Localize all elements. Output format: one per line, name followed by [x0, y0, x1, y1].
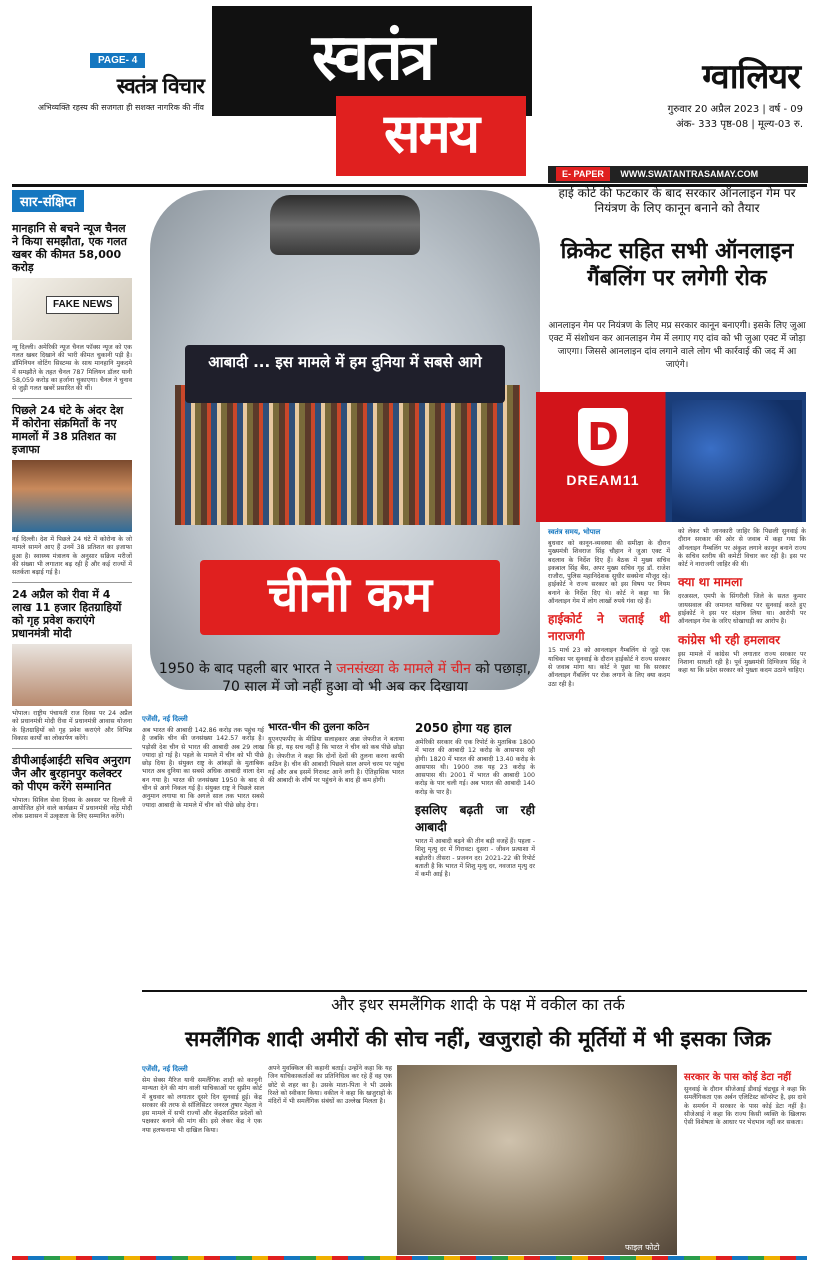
right-column-2 [678, 528, 806, 676]
article-body: यूएनएफपीए के मीडिया सलाहकार अन्ना जेफरीज ने बताया कि हां, यह सच नहीं है कि भारत ने चीन को कब पीछे छोड़ा है। जेफरीज ने कहा कि दोनों देशों की तुलना करना काफी कठिन है। चीन की आबादी पिछले साल अपने चरम पर पहुंच गई और अब इसमें गिरावट आने लगी है। ऐतिहासिक भारत की आबादी के शीर्ष पर पहुंचने के बाद ही कम होगी। [268, 736, 404, 785]
cricketers-photo [672, 400, 802, 522]
dream11-brand: DREAM11 [566, 472, 640, 488]
section-tagline: अभिव्यक्ति रहस्य की सजगता ही सशक्त नागरिक की नींव [37, 103, 204, 112]
crowd-photo [175, 385, 520, 525]
article-body: को लेकर भी जानकारी जाहिर कि पिछली सुनवाई के दौरान सरकार की ओर से जवाब में कहा गया कि ऑनलाइन गैम्बलिंग पर अंकुश लगाने कानून बनाने राज्य के सचिव स्तरीय की कमेटी विचार कर रही है। इस पर कोर्ट ने नाराजगी जाहिर की थी। [678, 528, 806, 569]
epaper-bar [548, 166, 808, 183]
article-body: सेम सेक्स मैरिज यानी समलैंगिक शादी को कानूनी मान्यता देने की मांग वाली याचिकाओं पर सुप्रीम कोर्ट में बुधवार को लगातार दूसरे दिन सुनवाई हुई। केंद्र सरकार की तरफ से सॉलिसिटर जनरल तुषार मेहता ने इस मामले में सभी राज्यों और केंद्रशासित प्रदेशों को पक्षकार बनाने की मांग की। इसे लेकर केंद्र ने एक नया हलफनामा भी दाखिल किया। [142, 1077, 262, 1134]
bottom-column-1 [142, 1065, 262, 1135]
edition-text: अंक- 333 पृष्ठ-08 | मूल्य-03 रु. [675, 119, 803, 130]
section-rule [142, 990, 807, 992]
subhead: हाईकोर्ट ने जताई थी नाराजगी [548, 612, 670, 644]
bottom-headline: समलैंगिक शादी अमीरों की सोच नहीं, खजुराहो की मूर्तियों में भी इसका जिक्र [185, 1027, 771, 1051]
right-headline: क्रिकेट सहित सभी ऑनलाइन गैंबलिंग पर लगेगी रोक [560, 239, 794, 291]
article-body: अपने मुवक्किल की कहानी बताई। उन्होंने कहा कि यह जिन याचिकाकर्ताओं का प्रतिनिधित्व कर रहे हैं वह एक छोटे से शहर का है। उसके माता-पिता ने भी उसके रिश्ते को स्वीकार किया। वकील ने कहा कि खजुराहो के मंदिरों में भी समलैंगिक संबंधों का उल्लेख मिलता है। [268, 1065, 392, 1106]
sidebar [12, 190, 132, 1240]
lead-red-label: चीनी कम [200, 560, 500, 635]
lead-caption: 1950 के बाद पहली बार भारत ने जनसंख्या के मामले में चीन को पछाड़ा, 70 साल में जो नहीं हुआ वो भी अब कर दिखाया [158, 661, 532, 695]
right-deck: आनलाइन गेम पर नियंत्रण के लिए मप्र सरकार कानून बनाएगी। इसके लिए जुआ एक्ट में संशोधन कर आनलाइन गेम में लगाए गए दांव को भी जुआ एक्ट में जोड़ा जाएगा। जिससे आनलाइन दांव लगाने वाले लोग भी कार्रवाई की जद में आ जाएंगे। [548, 321, 806, 370]
article-body: अब भारत की आबादी 142.86 करोड़ तक पहुंच गई है जबकि चीन की जनसंख्या 142.57 करोड़ है। पड़ोसी देश चीन से भारत की आबादी अब 29 लाख ज्यादा हो गई है। पहले के मामले में चीन को भी पीछे छोड़ दिया है। संयुक्त राष्ट्र के आंकड़ों के मुताबिक भारत अब दुनिया का सबसे अधिक आबादी वाला देश बन गया है। भारत की जनसंख्या 1950 के बाद से चीन से आगे निकल गई है। संयुक्त राष्ट्र ने पिछले साल अनुमान लगाया था कि अगले साल तक भारत सबसे ज्यादा आबादी के मामले में चीन को पीछे छोड़ देगा। [142, 727, 264, 809]
subhead: कांग्रेस भी रही हमलावर [678, 632, 781, 647]
date-text: गुरुवार 20 अप्रैल 2023 | वर्ष - 09 [667, 104, 803, 115]
sidebar-story-body: न्यू दिल्ली। अमेरिकी न्यूज चैनल फॉक्स न्यूज को एक गलत खबर दिखाने की भारी कीमत चुकानी पड़ी है। डॉमिनियन वोटिंग सिस्टम्स के साथ मानहानि मुकदमे में समझौते के तहत चैनल 787 मिलियन डॉलर यानी 58,059 करोड़ का हर्जाना चुकाएगा। चैनल ने चुनाव से जुड़ी गलत खबरें प्रसारित की थीं। [12, 344, 132, 393]
modi-image [12, 644, 132, 706]
section-title: स्वतंत्र विचार [116, 74, 204, 98]
bottom-column-3 [684, 1065, 806, 1127]
byline: एजेंसी, नई दिल्ली [142, 715, 188, 723]
dream11-logo [548, 408, 658, 514]
bottom-kicker: और इधर समलैंगिक शादी के पक्ष में वकील का तर्क [331, 995, 625, 1014]
lead-column-1 [142, 715, 264, 810]
right-kicker: हाई कोर्ट की फटकार के बाद सरकार ऑनलाइन गेम पर नियंत्रण के लिए कानून बनाने को तैयार [558, 186, 796, 215]
page-number-badge: PAGE- 4 [90, 53, 145, 68]
divider [12, 748, 132, 749]
byline: एजेंसी, नई दिल्ली [142, 1065, 188, 1073]
divider [12, 398, 132, 399]
divider [12, 582, 132, 583]
website-link[interactable]: WWW.SWATANTRASAMAY.COM [620, 169, 759, 179]
article-body: 15 मार्च 23 को आनलाइन गैम्बलिंग से जुड़े एक याचिका पर सुनवाई के दौरान हाईकोर्ट ने राज्य सरकार से जवाब मांगा था। कोर्ट ने पूछा था कि सरकार ऑनलाइन गैंबलिंग पर रोक लगाने के लिए क्या कदम उठा रही है। [548, 647, 670, 688]
newspaper-logo-top: स्वतंत्र [212, 6, 532, 116]
edition-city: ग्वालियर [702, 57, 800, 97]
bottom-column-2 [268, 1065, 392, 1106]
footer-color-bar [12, 1256, 807, 1260]
sidebar-header: सार-संक्षिप्त [12, 190, 84, 212]
photo-caption: फाइल फोटो [625, 1243, 660, 1252]
jar-lid [270, 195, 420, 255]
article-body: सुनवाई के दौरान सीजेआई डीवाई चंद्रचूड़ ने कहा कि समलैंगिकता एक अर्बन एलिटिस्ट कॉन्सेप्ट है, इस दावे के समर्थन में सरकार के पास कोई डेटा नहीं है। सीजेआई ने कहा कि राज्य किसी व्यक्ति के खिलाफ ऐसी विशेषता के आधार पर भेदभाव नहीं कर सकता। [684, 1086, 806, 1127]
dateline [588, 102, 803, 132]
sidebar-story-body: भोपाल। राष्ट्रीय पंचायती राज दिवस पर 24 अप्रैल को प्रधानमंत्री मोदी रीवा में प्रधानमंत्री आवास योजना के हितग्राहियों को गृह प्रवेश कराएंगे और विभिन्न विकास कार्यों का लोकार्पण करेंगे। [12, 710, 132, 742]
jar-tag: आबादी ... इस मामले में हम दुनिया में सबसे आगे [185, 345, 505, 403]
sidebar-story-headline: पिछले 24 घंटे के अंदर देश में कोरोना संक्रमितों के नए मामलों में 38 प्रतिशत का इजाफा [12, 404, 124, 457]
covid-image [12, 460, 132, 532]
khajuraho-photo [397, 1065, 677, 1255]
article-body: बुधवार को कानून-व्यवस्था की समीक्षा के दौरान मुख्यमंत्री शिवराज सिंह चौहान ने जुआ एक्ट में बदलाव के निर्देश दिए हैं। बैठक में मुख्य सचिव इकबाल सिंह बैंस, अपर मुख्य सचिव गृह डॉ. राजेश राजौरा, पुलिस महानिदेशक सुधीर सक्सेना मौजूद रहे। हाईकोर्ट ने राज्य सरकार को इस विषय पर नियम बनाने के निर्देश दिए थे। कोर्ट ने कहा था कि ऑनलाइन गेम में लोग लाखों रुपये गंवा रहे हैं। [548, 540, 670, 606]
fake-news-label: FAKE NEWS [46, 296, 119, 314]
subhead: भारत-चीन की तुलना कठिन [268, 722, 370, 733]
subhead: सरकार के पास कोई डेटा नहीं [684, 1072, 791, 1083]
subhead: 2050 होगा यह हाल [415, 721, 512, 735]
sidebar-story-body: नई दिल्ली। देश में पिछले 24 घंटे में कोरोना के जो मामले सामने आए हैं उनमें 38 प्रतिशत का इजाफा हुआ है। स्वास्थ्य मंत्रालय के अनुसार सक्रिय मरीजों की संख्या भी लगातार बढ़ रही है और कई राज्यों में सतर्कता बढ़ाई गई है। [12, 536, 132, 577]
lead-column-3 [415, 715, 535, 880]
sidebar-story-headline: 24 अप्रैल को रीवा में 4 लाख 11 हजार हितग्राहियों को गृह प्रवेश कराएंगे प्रधानमंत्री मोदी [12, 588, 122, 641]
lead-column-2 [268, 715, 404, 786]
article-body: इस मामले में कांग्रेस भी लगातार राज्य सरकार पर निशाना साधती रही है। पूर्व मुख्यमंत्री दिग्विजय सिंह ने कहा था कि प्रदेश सरकार को पुख्ता कदम उठाने चाहिए। [678, 650, 806, 675]
article-body: अमेरिकी सरकार की एक रिपोर्ट के मुताबिक 1800 में भारत की आबादी 12 करोड़ के आसपास रही होगी। 1820 में भारत की आबादी 13.40 करोड़ के आसपास थी। 1900 तक यह 23 करोड़ के आसपास थी। 2001 में भारत की आबादी 100 करोड़ के पार चली गई। अब भारत की आबादी 140 करोड़ के पार है। [415, 739, 535, 796]
newspaper-logo-bottom: समय [336, 96, 526, 176]
right-column-1 [548, 528, 670, 689]
fake-news-image [12, 278, 132, 340]
article-body: भारत में आबादी बढ़ने की तीन बड़ी वजहें हैं। पहला - शिशु मृत्यु दर में गिरावट। दूसरा - जीवन प्रत्याशा में बढ़ोतरी। तीसरा - प्रजनन दर। 2021-22 की रिपोर्ट बताती है कि भारत में शिशु मृत्यु दर, नवजात मृत्यु दर में कमी आई है। [415, 838, 535, 879]
article-body: दरअसल, एमपी के सिंगरौली जिले के सतत कुमार जायसवाल की जमानत याचिका पर सुनवाई करते हुए हाईकोर्ट ने इस पर संज्ञान लिया था। आरोपी पर ऑनलाइन गेम के जरिए धोखाधड़ी का आरोप है। [678, 593, 806, 626]
sidebar-story-body: भोपाल। सिविल सेवा दिवस के अवसर पर दिल्ली में आयोजित होने वाले कार्यक्रम में प्रधानमंत्री नरेंद्र मोदी लोक प्रशासन में उत्कृष्टता के लिए सम्मानित करेंगे। [12, 797, 132, 821]
subhead: इसलिए बढ़ती जा रही आबादी [415, 803, 535, 835]
sidebar-story-headline: डीपीआईआईटी सचिव अनुराग जैन और बुरहानपुर कलेक्टर को पीएम करेंगे सम्मानित [12, 754, 131, 794]
masthead-left [14, 48, 204, 113]
sidebar-story-headline: मानहानि से बचने न्यूज चैनल ने किया समझौता, एक गलत खबर की कीमत 58,000 करोड़ [12, 222, 127, 274]
subhead: क्या था मामला [678, 575, 743, 590]
caption-highlight: जनसंख्या के मामले में चीन [336, 661, 471, 677]
byline: स्वतंत्र समय, भोपाल [548, 528, 601, 536]
epaper-label: E- PAPER [556, 167, 610, 181]
dream11-shield-icon: D [578, 408, 628, 466]
